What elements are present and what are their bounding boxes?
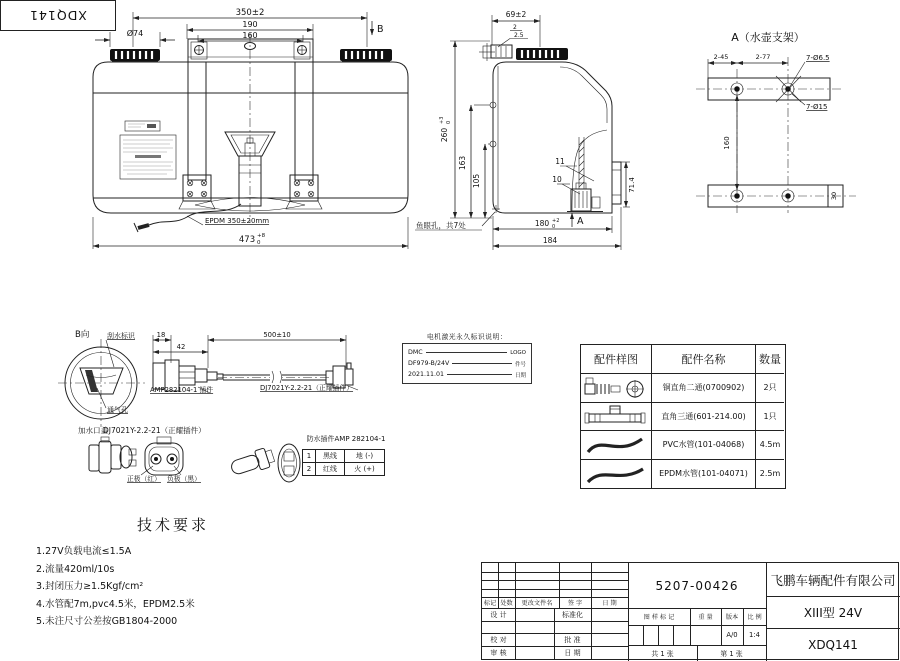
laser-marking-note	[402, 331, 532, 384]
side-view-body	[490, 62, 621, 213]
callout-10: 10	[552, 175, 562, 184]
dim-350: 350±2	[235, 8, 265, 18]
part-name: PVC水管(101-04068)	[652, 431, 756, 460]
dim-30: 30	[830, 191, 838, 201]
dim-180: 180	[534, 219, 550, 228]
dim-2-45: 2-45	[713, 53, 729, 61]
rev-header-file: 更改文件名	[521, 600, 553, 607]
dj-connector-front-icon	[145, 437, 183, 475]
pin-number: 1	[303, 450, 316, 463]
elbow-fitting-icon	[583, 376, 649, 400]
laser-marking-box	[402, 343, 532, 384]
side-view-neck-and-cap	[479, 43, 568, 61]
hose-label: EPDM 350±20mm	[205, 217, 270, 225]
tech-requirements-list	[36, 543, 195, 631]
dim-180-tol-upper: +2	[552, 218, 560, 224]
pin-row	[303, 450, 385, 463]
tech-requirement-item: 2.流量420ml/10s	[36, 563, 115, 575]
dj-connector-side-icon	[89, 437, 136, 473]
view-b-title: B向	[75, 330, 90, 340]
field-check: 校 对	[490, 635, 507, 644]
corner-drawing-number: XDQ141	[29, 8, 87, 23]
rev-header-count: 处数	[500, 600, 513, 607]
dim-473: 473	[238, 235, 256, 245]
part-number: 5207-00426	[655, 578, 739, 593]
hose-icon	[583, 462, 649, 486]
version-value: A/0	[726, 631, 738, 639]
dim-69: 69±2	[505, 10, 527, 19]
marking-label: 件号	[514, 361, 526, 368]
sheet-total: 共 1 张	[651, 650, 674, 658]
dim-7-d15: 7-Ø15	[806, 103, 828, 111]
field-design: 设 计	[490, 610, 507, 619]
front-view-drawing	[75, 5, 435, 255]
scale-value: 1:4	[749, 631, 760, 639]
tech-requirement-item: 4.水管配7m,pvc4.5米，EPDM2.5米	[36, 598, 195, 610]
pin-polarity: 火 (+)	[345, 463, 385, 476]
marking-label: LOGO	[510, 349, 526, 356]
dim-160-bracket: 160	[723, 136, 731, 150]
dim-7-d6-5: 7-Ø6.5	[806, 54, 830, 62]
part-sample-cell	[581, 431, 652, 460]
parts-header-sample: 配件样图	[581, 345, 652, 374]
marking-row-logo	[408, 347, 526, 358]
callout-11: 11	[555, 157, 565, 166]
dim-160: 160	[242, 31, 258, 40]
dim-180-tol-lower: 0	[552, 224, 556, 230]
part-qty: 2只	[756, 374, 784, 403]
field-standardize: 标准化	[562, 610, 583, 619]
tech-requirement-item: 5.未注尺寸公差按GB1804-2000	[36, 616, 178, 627]
part-qty: 2.5m	[759, 469, 781, 479]
tank-labels-front	[120, 121, 176, 179]
dim-18: 18	[156, 331, 166, 339]
connector-detail-drawing	[85, 423, 310, 488]
hose-icon	[583, 433, 649, 457]
bracket-view-drawing	[688, 45, 898, 220]
field-review: 审 核	[490, 648, 507, 657]
vent-hole-label: 通气孔	[107, 406, 128, 414]
harness-dimensions	[153, 331, 346, 368]
bracket-bars	[696, 57, 856, 213]
tee-fitting-icon	[583, 404, 649, 428]
part-name: 铜直角二通(0700902)	[652, 374, 756, 403]
pin-number: 2	[303, 463, 316, 476]
part-sample-cell	[581, 403, 652, 432]
pin-row	[303, 463, 385, 476]
part-sample-cell	[581, 374, 652, 403]
field-approve: 批 准	[564, 635, 581, 644]
waterproof-connector-side-icon	[229, 446, 276, 478]
rev-header-date: 日 期	[602, 600, 617, 607]
dim-42: 42	[176, 343, 186, 351]
pump-and-hose-front	[134, 132, 305, 232]
leader-line	[452, 363, 512, 364]
dim-2-77: 2-77	[755, 53, 771, 61]
filler-caps-front	[110, 49, 392, 62]
field-date: 日 期	[564, 648, 581, 657]
dim-473-tol-upper: +8	[257, 233, 266, 239]
dim-105: 105	[472, 173, 481, 189]
dim-260-tol-lower: 0	[446, 120, 452, 124]
front-view-dimensions	[95, 8, 384, 47]
side-view-dimensions	[415, 10, 636, 250]
marking-row-date	[408, 369, 526, 380]
parts-header-name: 配件名称	[652, 345, 756, 374]
pin-wire: 黑线	[316, 450, 345, 463]
marking-value: 2021.11.01	[408, 371, 445, 378]
pin-assignment-table	[302, 449, 385, 476]
waterproof-connector-front-icon	[278, 444, 300, 482]
amp-connector-label: AMP282104-1 插件	[150, 386, 214, 394]
rev-header-mark: 标记	[483, 600, 497, 607]
dim-2-5: 2.5	[514, 32, 524, 39]
dim-2: 2	[513, 24, 517, 31]
stamp-header-scale: 比 例	[747, 614, 762, 621]
bracket-dimensions	[708, 53, 838, 200]
sheet-number: 第 1 张	[720, 650, 743, 658]
tech-requirements-title: 技术要求	[136, 516, 209, 534]
stamp-header-weight: 重 量	[698, 614, 713, 621]
waterproof-connector-label: 防水插件AMP 282104-1	[306, 435, 386, 443]
mounting-plate-and-straps	[179, 39, 322, 209]
leader-line	[447, 374, 512, 375]
part-qty: 4.5m	[756, 431, 784, 460]
dim-473-tol-lower: 0	[257, 240, 261, 246]
part-name: EPDM水管(101-04071)	[652, 460, 756, 489]
pin-polarity: 地 (-)	[345, 450, 385, 463]
view-b-arrow-label: B	[377, 24, 384, 35]
dim-190: 190	[242, 20, 258, 29]
harness-drawing	[148, 330, 363, 405]
dim-163: 163	[458, 155, 467, 171]
filler-cap-label: 加水口盖	[78, 426, 108, 435]
title-block	[481, 562, 899, 660]
rev-header-sign: 签 字	[567, 600, 583, 607]
drawing-number: XDQ141	[808, 637, 858, 652]
part-sample-cell	[581, 460, 652, 489]
wiper-symbol-icon	[80, 368, 123, 394]
negative-terminal-label: 负极（黑）	[167, 475, 201, 483]
filler-cap-circle	[58, 339, 145, 427]
laser-marking-title: 电机激光永久标识说明：	[426, 333, 508, 341]
dj-connector-detail-label: DJ7021Y-2.2-21（正耀插件）	[103, 426, 206, 435]
tech-requirement-item: 1.27V负载电流≤1.5A	[36, 546, 132, 557]
stamp-header-version: 版本	[725, 614, 739, 621]
side-view-drawing	[410, 5, 640, 260]
dj-connector-label: DJ7021Y-2.2-21（正耀插件）	[260, 384, 354, 392]
bracket-holes	[731, 83, 794, 202]
marking-value: DMC	[408, 349, 423, 356]
company-name: 飞鹏车辆配件有限公司	[770, 572, 896, 588]
dim-71-4: 71.4	[628, 177, 636, 193]
bracket-view-title: A（水壶支架）	[731, 31, 805, 44]
parts-table	[580, 344, 786, 489]
marking-value: DF979-B/24V	[408, 360, 450, 367]
fisheye-holes-note: 鱼眼孔，共7处	[416, 221, 466, 230]
dim-260: 260	[440, 127, 449, 143]
marking-row-part	[408, 358, 526, 369]
view-a-arrow-label: A	[577, 216, 584, 227]
dim-diameter-74: Ø74	[126, 29, 144, 38]
dim-260-tol-upper: +3	[439, 116, 445, 124]
wiper-mark-label: 刮水标识	[107, 332, 135, 340]
pin-wire: 红线	[316, 463, 345, 476]
part-name: 直角三通(601-214.00)	[652, 403, 756, 432]
model-designation: XIII型 24V	[803, 605, 863, 620]
parts-header-qty: 数量	[756, 345, 784, 374]
dim-184: 184	[542, 236, 558, 245]
part-qty: 1只	[756, 403, 784, 432]
marking-label: 日期	[514, 372, 526, 379]
leader-line	[426, 352, 508, 353]
positive-terminal-label: 正极（红）	[127, 475, 161, 483]
dim-500: 500±10	[263, 331, 291, 339]
tech-requirement-item: 3.封闭压力≥1.5Kgf/cm²	[36, 581, 144, 592]
stamp-header-mark: 图 样 标 记	[643, 614, 675, 621]
